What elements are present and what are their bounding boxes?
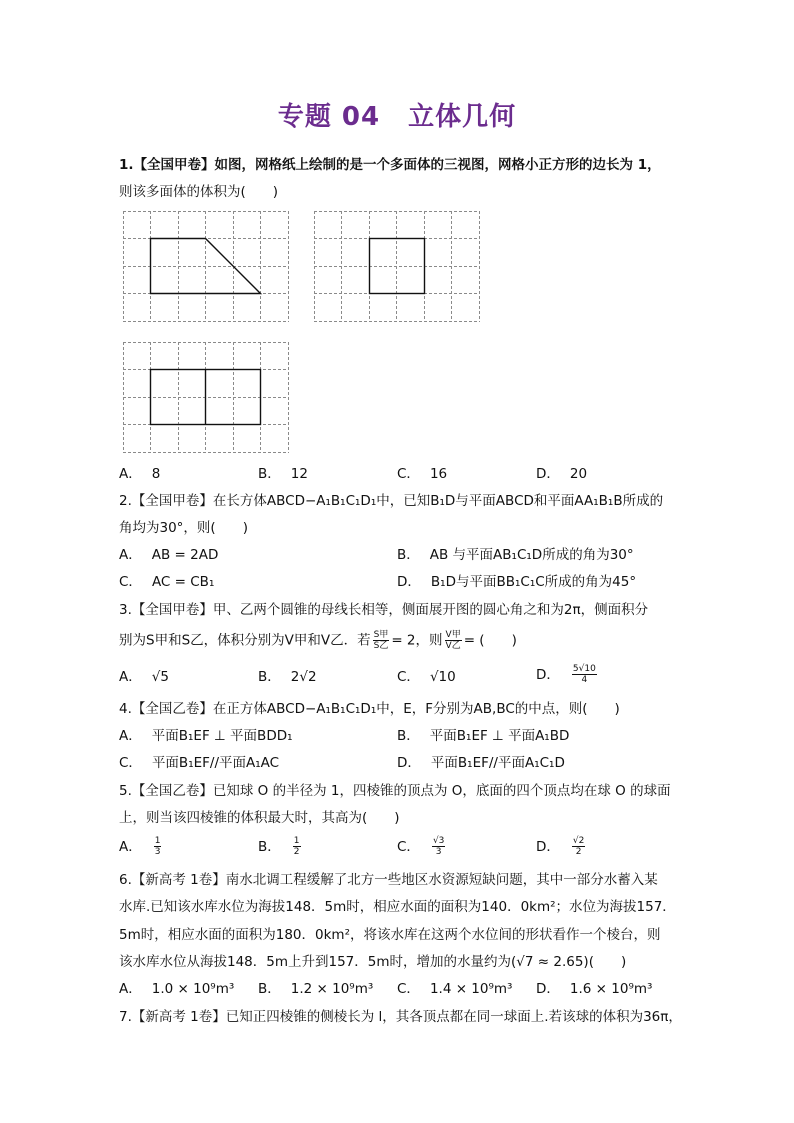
q2-option-d: D． B₁D与平面BB₁C₁C所成的角为45° xyxy=(397,574,637,590)
q6-option-b: B． 1.2 × 10⁹m³ xyxy=(258,981,374,997)
q3-line2: 别为S甲和S乙，体积分别为V甲和V乙．若 $\frac{\text{S甲}}{\text{S乙}}$ = 2，则 $\frac{\text{V甲}}{\text{V乙}}$ = ( ) xyxy=(119,630,517,651)
q2-option-a: A． AB = 2AD xyxy=(119,547,219,563)
side-view-figure xyxy=(314,211,480,322)
q3-line1: 3.【全国甲卷】甲、乙两个圆锥的母线长相等，侧面展开图的圆心角之和为2π，侧面积分 xyxy=(119,602,649,618)
q5-option-b: B． $\frac{1}{2}$ xyxy=(258,836,300,857)
q2-line1: 2.【全国甲卷】在长方体ABCD−A₁B₁C₁D₁中，已知B₁D与平面ABCD和平面AA₁B₁B所成的 xyxy=(119,493,664,509)
q6-line2: 水库.已知该水库水位为海拔148．5m时，相应水面的面积为140．0km²；水位为海拔157． xyxy=(119,899,676,915)
q3-option-c: C． √10 xyxy=(397,669,456,685)
top-view-figure xyxy=(123,342,289,453)
q5-option-d: D． $\frac{√2}{2}$ xyxy=(536,836,585,857)
q5-line2: 上，则当该四棱锥的体积最大时，其高为( ) xyxy=(119,810,400,826)
fraction-v: $\frac{\text{V甲}}{\text{V乙}}$ xyxy=(445,630,461,651)
q6-line3: 5m时，相应水面的面积为180．0km²，将该水库在这两个水位间的形状看作一个棱台，则 xyxy=(119,927,661,943)
q1-option-a: A． 8 xyxy=(119,466,161,482)
q4-option-c: C． 平面B₁EF//平面A₁AC xyxy=(119,755,280,771)
grid xyxy=(314,211,480,322)
q1-line1: 1.【全国甲卷】如图，网格纸上绘制的是一个多面体的三视图，网格小正方形的边长为 1， xyxy=(119,157,661,173)
q6-option-d: D． 1.6 × 10⁹m³ xyxy=(536,981,653,997)
q4-option-d: D． 平面B₁EF//平面A₁C₁D xyxy=(397,755,565,771)
q5-option-a: A． $\frac{1}{3}$ xyxy=(119,836,161,857)
q4-line1: 4.【全国乙卷】在正方体ABCD−A₁B₁C₁D₁中，E，F分别为AB,BC的中点，则( ) xyxy=(119,701,620,717)
q2-line2: 角均为30°，则( ) xyxy=(119,520,248,536)
fraction-s: $\frac{\text{S甲}}{\text{S乙}}$ xyxy=(373,630,389,651)
q6-line1: 6.【新高考 1卷】南水北调工程缓解了北方一些地区水资源短缺问题，其中一部分水蓄入某 xyxy=(119,872,658,888)
page-title xyxy=(0,96,794,133)
q3-option-d: D． $\frac{5√10}{4}$ xyxy=(536,664,596,685)
q1-option-b: B． 12 xyxy=(258,466,308,482)
q4-option-a: A． 平面B₁EF ⊥ 平面BDD₁ xyxy=(119,728,293,744)
q1-option-c: C． 16 xyxy=(397,466,448,482)
q2-option-b: B． AB 与平面AB₁C₁D所成的角为30° xyxy=(397,547,634,563)
q5-line1: 5.【全国乙卷】已知球 O 的半径为 1，四棱锥的顶点为 O，底面的四个顶点均在球 O 的球面 xyxy=(119,783,671,799)
q1-option-d: D． 20 xyxy=(536,466,588,482)
q2-option-c: C． AC = CB₁ xyxy=(119,574,215,590)
q4-option-b: B． 平面B₁EF ⊥ 平面A₁BD xyxy=(397,728,570,744)
q7-line1: 7.【新高考 1卷】已知正四棱锥的侧棱长为 l，其各顶点都在同一球面上.若该球的体积为36π， xyxy=(119,1009,682,1025)
front-view-figure xyxy=(123,211,289,322)
q1-line2: 则该多面体的体积为( ) xyxy=(119,184,279,200)
q6-line4: 该水库水位从海拔148．5m上升到157．5m时，增加的水量约为(√7 ≈ 2.65)( ) xyxy=(119,954,627,970)
title-prefix: 专题 04 xyxy=(277,102,381,132)
q6-option-c: C． 1.4 × 10⁹m³ xyxy=(397,981,513,997)
q6-option-a: A． 1.0 × 10⁹m³ xyxy=(119,981,235,997)
q3-option-a: A． √5 xyxy=(119,669,169,685)
q5-option-c: C． $\frac{√3}{3}$ xyxy=(397,836,445,857)
q3-option-b: B． 2√2 xyxy=(258,669,317,685)
grid xyxy=(123,211,289,322)
title-main: 立体几何 xyxy=(408,102,517,132)
